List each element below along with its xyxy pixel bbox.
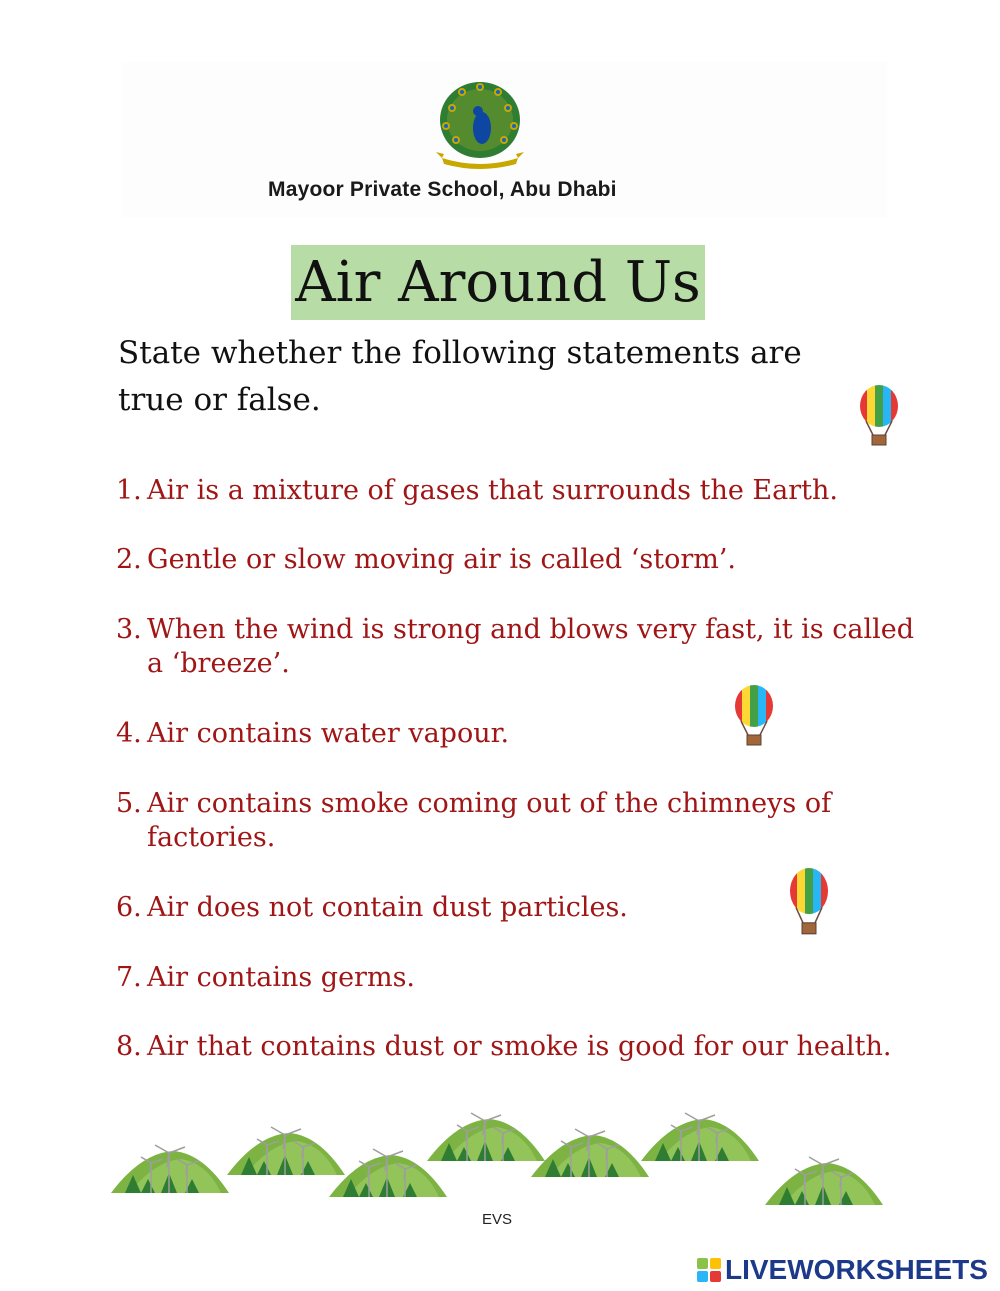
hot-air-balloon-icon xyxy=(733,685,775,747)
question-number: 7. xyxy=(116,962,142,993)
wind-turbine-hills-illustration xyxy=(105,1095,895,1215)
question-5 xyxy=(116,787,936,855)
question-text: Air does not contain dust particles. xyxy=(147,892,628,923)
question-text: Gentle or slow moving air is called ‘storm’. xyxy=(147,544,737,575)
peacock-logo-icon xyxy=(432,78,528,172)
question-number: 8. xyxy=(116,1031,142,1062)
question-text: When the wind is strong and blows very fast, it is called a ‘breeze’. xyxy=(147,614,914,679)
question-7 xyxy=(116,961,936,995)
question-number: 4. xyxy=(116,718,142,749)
question-3 xyxy=(116,613,936,681)
hot-air-balloon-icon xyxy=(858,385,900,447)
question-4 xyxy=(116,717,936,751)
question-8 xyxy=(116,1030,936,1064)
hot-air-balloon-icon xyxy=(788,868,830,936)
question-number: 1. xyxy=(116,475,142,506)
liveworksheets-brand: LIVEWORKSHEETS xyxy=(725,1254,988,1285)
question-number: 6. xyxy=(116,892,142,923)
question-2 xyxy=(116,543,936,577)
liveworksheets-logo[interactable] xyxy=(697,1255,988,1285)
question-text: Air is a mixture of gases that surrounds the Earth. xyxy=(147,475,838,506)
question-text: Air contains smoke coming out of the chimneys of factories. xyxy=(147,788,832,853)
worksheet-title: Air Around Us xyxy=(291,245,705,320)
question-1 xyxy=(116,474,936,508)
school-name: Mayoor Private School, Abu Dhabi xyxy=(268,178,617,201)
subject-label: EVS xyxy=(482,1211,513,1228)
question-number: 3. xyxy=(116,614,142,645)
question-number: 2. xyxy=(116,544,142,575)
question-text: Air contains water vapour. xyxy=(147,718,510,749)
question-number: 5. xyxy=(116,788,142,819)
question-text: Air contains germs. xyxy=(147,962,416,993)
instructions: State whether the following statements are true or false. xyxy=(118,335,802,418)
liveworksheets-grid-icon xyxy=(697,1258,721,1282)
question-text: Air that contains dust or smoke is good for our health. xyxy=(147,1031,892,1062)
